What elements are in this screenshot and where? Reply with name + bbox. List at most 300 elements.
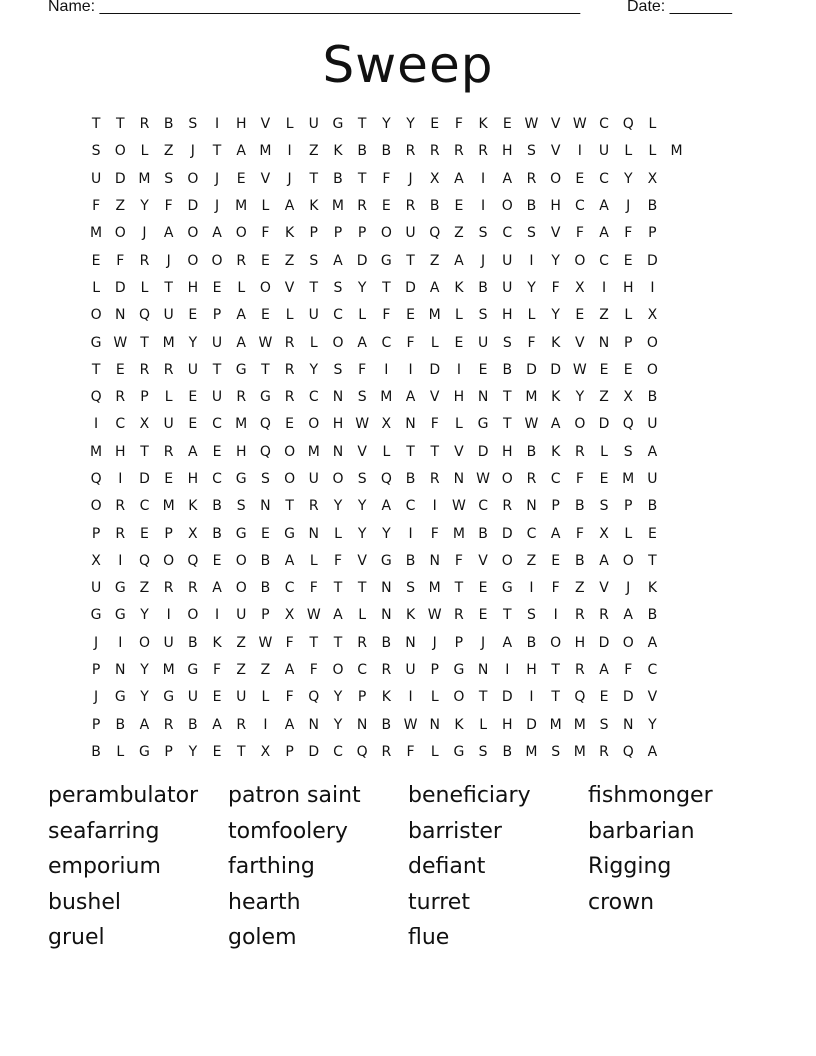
grid-letter: Y bbox=[551, 252, 560, 269]
grid-letter: M bbox=[235, 416, 248, 433]
grid-letter: B bbox=[212, 498, 222, 515]
grid-letter: E bbox=[623, 361, 633, 378]
grid-letter: L bbox=[430, 689, 439, 706]
grid-letter: X bbox=[647, 307, 658, 324]
grid-letter: O bbox=[187, 607, 199, 624]
grid-letter: T bbox=[357, 170, 367, 187]
grid-letter: S bbox=[309, 252, 319, 269]
grid-letter: Z bbox=[575, 580, 585, 597]
word-list-item: golem bbox=[228, 925, 297, 950]
grid-letter: A bbox=[236, 334, 246, 351]
grid-row bbox=[84, 302, 734, 329]
grid-letter: E bbox=[212, 279, 222, 296]
grid-letter: G bbox=[90, 607, 102, 624]
grid-letter: U bbox=[308, 471, 319, 487]
grid-letter: H bbox=[502, 143, 513, 160]
grid-letter: N bbox=[115, 662, 126, 679]
grid-letter: K bbox=[551, 389, 561, 406]
grid-letter: R bbox=[236, 389, 247, 406]
grid-letter: U bbox=[90, 170, 102, 187]
grid-letter: B bbox=[526, 198, 537, 215]
grid-letter: A bbox=[163, 225, 174, 242]
grid-letter: W bbox=[355, 416, 370, 433]
grid-letter: R bbox=[381, 662, 392, 679]
grid-letter: O bbox=[501, 471, 513, 487]
grid-letter: U bbox=[163, 416, 174, 433]
grid-letter: N bbox=[332, 443, 344, 460]
page-title: Sweep bbox=[322, 36, 494, 94]
grid-row bbox=[84, 384, 734, 411]
grid-letter: P bbox=[164, 743, 173, 760]
grid-letter: E bbox=[599, 361, 609, 378]
grid-letter: X bbox=[284, 607, 295, 624]
grid-letter: S bbox=[527, 607, 536, 624]
grid-letter: A bbox=[284, 198, 295, 215]
grid-letter: V bbox=[429, 389, 440, 406]
grid-letter: Z bbox=[599, 389, 609, 406]
grid-letter: N bbox=[381, 580, 392, 597]
grid-letter: E bbox=[212, 552, 222, 569]
grid-letter: G bbox=[259, 389, 271, 406]
grid-letter: V bbox=[454, 443, 464, 460]
grid-letter: X bbox=[381, 416, 392, 433]
grid-letter: Z bbox=[284, 252, 295, 269]
grid-letter: Q bbox=[622, 116, 634, 133]
grid-letter: A bbox=[212, 716, 222, 733]
grid-letter: F bbox=[454, 116, 463, 133]
grid-letter: J bbox=[481, 634, 486, 651]
grid-letter: S bbox=[406, 580, 415, 597]
grid-letter: M bbox=[235, 198, 248, 215]
grid-letter: B bbox=[381, 634, 392, 651]
grid-letter: Z bbox=[599, 307, 609, 324]
grid-letter: I bbox=[118, 634, 123, 651]
word-list-item: perambulator bbox=[48, 783, 199, 808]
grid-letter: Y bbox=[382, 116, 391, 133]
grid-letter: Y bbox=[357, 279, 367, 296]
word-list-item: barbarian bbox=[588, 818, 695, 844]
grid-row bbox=[84, 357, 734, 384]
grid-letter: A bbox=[333, 252, 343, 269]
grid-letter: Q bbox=[259, 443, 271, 460]
grid-letter: L bbox=[140, 279, 149, 296]
grid-letter: T bbox=[140, 334, 149, 351]
grid-letter: C bbox=[478, 498, 488, 515]
grid-letter: M bbox=[90, 225, 103, 242]
grid-letter: W bbox=[451, 498, 466, 515]
grid-letter: A bbox=[599, 552, 609, 569]
grid-letter: W bbox=[258, 634, 273, 651]
word-list-item: barrister bbox=[408, 818, 502, 844]
grid-letter: L bbox=[285, 116, 294, 133]
grid-letter: X bbox=[429, 170, 440, 187]
grid-letter: A bbox=[139, 716, 150, 733]
grid-letter: C bbox=[574, 198, 585, 215]
word-list-item: turret bbox=[408, 889, 470, 915]
grid-letter: R bbox=[429, 471, 440, 487]
grid-letter: L bbox=[92, 279, 100, 296]
grid-letter: H bbox=[526, 662, 537, 679]
grid-letter: O bbox=[235, 225, 247, 242]
grid-letter: Y bbox=[333, 498, 343, 515]
grid-letter: U bbox=[477, 334, 489, 351]
grid-letter: N bbox=[598, 334, 610, 351]
grid-letter: H bbox=[332, 416, 344, 433]
grid-letter: A bbox=[212, 580, 222, 597]
grid-row bbox=[84, 739, 734, 766]
grid-letter: I bbox=[529, 580, 534, 597]
grid-letter: H bbox=[502, 443, 513, 460]
grid-letter: L bbox=[430, 334, 439, 351]
grid-letter: M bbox=[307, 443, 320, 460]
word-list-item: hearth bbox=[228, 889, 301, 915]
grid-letter: E bbox=[551, 552, 561, 569]
grid-letter: O bbox=[453, 689, 465, 706]
grid-letter: M bbox=[162, 334, 175, 351]
grid-letter: P bbox=[309, 225, 318, 242]
grid-letter: A bbox=[647, 443, 658, 460]
grid-letter: G bbox=[380, 252, 392, 269]
grid-letter: I bbox=[384, 361, 389, 378]
grid-letter: H bbox=[453, 389, 465, 406]
grid-letter: S bbox=[527, 143, 536, 160]
grid-letter: I bbox=[481, 170, 486, 187]
grid-letter: E bbox=[115, 361, 125, 378]
grid-letter: T bbox=[285, 498, 294, 515]
grid-letter: K bbox=[309, 198, 319, 215]
grid-letter: L bbox=[382, 443, 391, 460]
grid-letter: O bbox=[622, 634, 634, 651]
grid-letter: S bbox=[551, 743, 561, 760]
grid-letter: B bbox=[405, 552, 416, 569]
grid-letter: H bbox=[187, 471, 199, 487]
grid-letter: Q bbox=[429, 225, 441, 242]
grid-letter: Y bbox=[188, 743, 198, 760]
grid-letter: Z bbox=[236, 634, 247, 651]
grid-letter: A bbox=[381, 498, 392, 515]
grid-letter: S bbox=[623, 443, 633, 460]
grid-letter: D bbox=[598, 416, 610, 433]
grid-letter: L bbox=[648, 143, 657, 160]
grid-letter: W bbox=[403, 716, 418, 733]
grid-letter: F bbox=[551, 580, 560, 597]
grid-letter: M bbox=[162, 498, 175, 515]
grid-letter: B bbox=[405, 471, 416, 487]
grid-letter: Z bbox=[454, 225, 464, 242]
grid-letter: O bbox=[163, 552, 175, 569]
grid-letter: T bbox=[212, 143, 222, 160]
grid-letter: M bbox=[573, 716, 586, 733]
word-search-grid bbox=[84, 111, 734, 766]
grid-letter: T bbox=[503, 416, 512, 433]
word-list-item: Rigging bbox=[588, 854, 672, 879]
grid-letter: M bbox=[670, 143, 683, 160]
grid-letter: Y bbox=[406, 116, 415, 133]
grid-letter: W bbox=[427, 607, 442, 624]
grid-letter: Q bbox=[356, 743, 368, 760]
grid-letter: V bbox=[260, 170, 271, 187]
grid-letter: B bbox=[526, 443, 537, 460]
grid-letter: E bbox=[188, 389, 198, 406]
grid-letter: T bbox=[309, 170, 319, 187]
grid-letter: N bbox=[477, 389, 489, 406]
grid-letter: E bbox=[478, 580, 488, 597]
grid-letter: K bbox=[478, 116, 488, 133]
grid-letter: F bbox=[527, 334, 536, 351]
grid-letter: K bbox=[381, 689, 391, 706]
grid-letter: Z bbox=[163, 143, 174, 160]
grid-letter: X bbox=[91, 552, 101, 569]
grid-letter: Q bbox=[90, 471, 102, 487]
grid-letter: Y bbox=[333, 716, 343, 733]
grid-letter: Y bbox=[140, 198, 149, 215]
grid-letter: O bbox=[380, 225, 392, 242]
grid-letter: E bbox=[478, 607, 488, 624]
grid-letter: F bbox=[285, 634, 294, 651]
grid-letter: U bbox=[308, 307, 319, 324]
grid-letter: Y bbox=[357, 525, 367, 542]
grid-letter: A bbox=[284, 662, 295, 679]
grid-letter: R bbox=[502, 498, 513, 515]
grid-letter: P bbox=[91, 716, 101, 733]
grid-letter: Q bbox=[308, 689, 320, 706]
grid-letter: I bbox=[529, 252, 534, 269]
grid-letter: M bbox=[573, 743, 586, 760]
grid-letter: B bbox=[647, 607, 658, 624]
grid-letter: P bbox=[333, 225, 343, 242]
grid-letter: G bbox=[501, 580, 513, 597]
grid-letter: G bbox=[114, 607, 126, 624]
grid-letter: E bbox=[236, 170, 246, 187]
grid-letter: O bbox=[550, 170, 562, 187]
grid-letter: A bbox=[599, 198, 609, 215]
grid-letter: Q bbox=[90, 389, 102, 406]
grid-letter: U bbox=[90, 580, 102, 597]
grid-letter: E bbox=[260, 307, 270, 324]
grid-letter: X bbox=[575, 279, 585, 296]
grid-letter: J bbox=[142, 225, 147, 242]
grid-letter: K bbox=[333, 143, 343, 160]
grid-letter: K bbox=[454, 716, 464, 733]
grid-letter: P bbox=[261, 607, 270, 624]
grid-letter: O bbox=[550, 634, 562, 651]
word-list-item: gruel bbox=[48, 925, 105, 950]
grid-letter: D bbox=[526, 716, 537, 733]
grid-letter: B bbox=[381, 143, 392, 160]
grid-letter: D bbox=[526, 361, 537, 378]
grid-letter: K bbox=[454, 279, 464, 296]
grid-letter: D bbox=[598, 634, 610, 651]
grid-letter: F bbox=[285, 689, 294, 706]
grid-letter: B bbox=[502, 743, 513, 760]
grid-letter: I bbox=[263, 716, 268, 733]
grid-letter: X bbox=[260, 743, 271, 760]
grid-letter: T bbox=[91, 116, 101, 133]
grid-letter: N bbox=[429, 552, 440, 569]
word-list-item: fishmonger bbox=[588, 783, 713, 808]
grid-letter: A bbox=[405, 389, 416, 406]
grid-letter: E bbox=[188, 307, 198, 324]
grid-letter: E bbox=[260, 252, 270, 269]
grid-row bbox=[84, 111, 734, 138]
grid-letter: V bbox=[478, 552, 488, 569]
grid-letter: Z bbox=[115, 198, 126, 215]
grid-letter: E bbox=[140, 525, 149, 542]
grid-letter: S bbox=[333, 361, 343, 378]
grid-letter: I bbox=[505, 662, 510, 679]
grid-letter: N bbox=[453, 471, 465, 487]
grid-letter: J bbox=[94, 689, 99, 706]
grid-letter: U bbox=[211, 389, 223, 406]
grid-letter: U bbox=[236, 689, 247, 706]
grid-letter: J bbox=[214, 170, 220, 187]
grid-letter: W bbox=[476, 471, 491, 487]
grid-letter: C bbox=[599, 116, 609, 133]
grid-letter: S bbox=[599, 716, 609, 733]
grid-letter: L bbox=[237, 279, 246, 296]
grid-letter: R bbox=[405, 198, 416, 215]
grid-letter: U bbox=[163, 634, 174, 651]
grid-letter: S bbox=[236, 498, 246, 515]
grid-letter: C bbox=[502, 225, 513, 242]
grid-letter: M bbox=[138, 170, 151, 187]
grid-letter: Y bbox=[527, 279, 536, 296]
grid-letter: P bbox=[357, 225, 367, 242]
grid-letter: Y bbox=[333, 689, 343, 706]
grid-letter: C bbox=[115, 416, 126, 433]
grid-letter: R bbox=[526, 170, 537, 187]
grid-letter: Y bbox=[188, 334, 198, 351]
grid-letter: T bbox=[309, 279, 319, 296]
grid-letter: B bbox=[575, 498, 585, 515]
grid-letter: K bbox=[188, 498, 198, 515]
grid-letter: X bbox=[599, 525, 609, 542]
grid-letter: U bbox=[598, 143, 610, 160]
grid-letter: R bbox=[574, 607, 585, 624]
grid-letter: E bbox=[575, 307, 585, 324]
grid-letter: W bbox=[524, 116, 539, 133]
grid-letter: L bbox=[624, 307, 633, 324]
grid-letter: D bbox=[356, 252, 368, 269]
grid-letter: B bbox=[260, 580, 271, 597]
grid-letter: J bbox=[626, 580, 631, 597]
grid-letter: E bbox=[454, 334, 464, 351]
grid-letter: R bbox=[574, 662, 585, 679]
name-field[interactable]: Name: ______________________________________________________ bbox=[48, 0, 581, 15]
grid-letter: O bbox=[138, 634, 150, 651]
grid-letter: I bbox=[408, 525, 413, 542]
grid-letter: A bbox=[454, 252, 464, 269]
grid-letter: L bbox=[624, 143, 633, 160]
grid-letter: C bbox=[284, 580, 295, 597]
grid-letter: T bbox=[333, 634, 343, 651]
grid-letter: Y bbox=[623, 170, 633, 187]
grid-letter: G bbox=[235, 361, 247, 378]
grid-letter: T bbox=[551, 689, 560, 706]
grid-letter: W bbox=[572, 116, 587, 133]
grid-letter: O bbox=[501, 198, 513, 215]
grid-letter: I bbox=[94, 416, 99, 433]
grid-letter: S bbox=[164, 170, 174, 187]
grid-letter: J bbox=[626, 198, 631, 215]
grid-letter: D bbox=[622, 689, 634, 706]
grid-letter: L bbox=[261, 198, 270, 215]
grid-letter: I bbox=[214, 116, 220, 133]
grid-letter: B bbox=[478, 525, 488, 542]
grid-letter: O bbox=[308, 416, 320, 433]
grid-letter: J bbox=[287, 170, 292, 187]
grid-letter: K bbox=[551, 334, 561, 351]
grid-letter: T bbox=[406, 443, 415, 460]
grid-letter: U bbox=[236, 607, 247, 624]
grid-letter: L bbox=[430, 743, 439, 760]
grid-row bbox=[84, 275, 734, 302]
grid-letter: R bbox=[357, 634, 368, 651]
grid-letter: X bbox=[188, 525, 198, 542]
grid-letter: V bbox=[357, 552, 367, 569]
grid-letter: M bbox=[428, 307, 441, 324]
grid-letter: M bbox=[549, 716, 562, 733]
grid-letter: Z bbox=[236, 662, 247, 679]
grid-row bbox=[84, 712, 734, 739]
grid-letter: E bbox=[623, 252, 633, 269]
grid-letter: P bbox=[551, 498, 560, 515]
grid-letter: L bbox=[309, 552, 318, 569]
grid-letter: R bbox=[429, 143, 440, 160]
grid-letter: G bbox=[453, 743, 465, 760]
grid-letter: C bbox=[308, 389, 319, 406]
grid-letter: U bbox=[647, 471, 658, 487]
grid-letter: R bbox=[115, 525, 126, 542]
grid-letter: E bbox=[188, 416, 198, 433]
grid-letter: F bbox=[382, 307, 391, 324]
grid-letter: M bbox=[428, 580, 441, 597]
grid-letter: H bbox=[622, 279, 634, 296]
grid-letter: Y bbox=[648, 716, 657, 733]
grid-letter: E bbox=[212, 443, 222, 460]
grid-letter: C bbox=[212, 471, 222, 487]
grid-letter: G bbox=[477, 416, 489, 433]
grid-letter: K bbox=[551, 443, 561, 460]
grid-letter: U bbox=[405, 662, 416, 679]
grid-letter: B bbox=[163, 116, 174, 133]
grid-letter: G bbox=[187, 662, 199, 679]
date-field[interactable]: Date: _______ bbox=[627, 0, 732, 15]
grid-letter: C bbox=[333, 307, 343, 324]
grid-letter: O bbox=[211, 252, 223, 269]
grid-row bbox=[84, 138, 734, 165]
grid-letter: H bbox=[502, 307, 513, 324]
grid-letter: C bbox=[405, 498, 416, 515]
grid-letter: P bbox=[91, 662, 101, 679]
grid-letter: T bbox=[309, 634, 319, 651]
grid-letter: T bbox=[140, 443, 149, 460]
grid-letter: A bbox=[284, 716, 295, 733]
grid-letter: W bbox=[306, 607, 321, 624]
word-list-item: seafarring bbox=[48, 818, 160, 844]
grid-letter: R bbox=[357, 198, 368, 215]
grid-letter: D bbox=[501, 689, 513, 706]
grid-letter: H bbox=[574, 634, 586, 651]
grid-letter: V bbox=[357, 443, 367, 460]
grid-letter: X bbox=[623, 389, 634, 406]
grid-letter: N bbox=[477, 662, 489, 679]
grid-letter: E bbox=[406, 307, 415, 324]
grid-letter: P bbox=[212, 307, 222, 324]
grid-letter: S bbox=[260, 471, 270, 487]
grid-letter: L bbox=[285, 307, 294, 324]
grid-letter: M bbox=[452, 525, 465, 542]
